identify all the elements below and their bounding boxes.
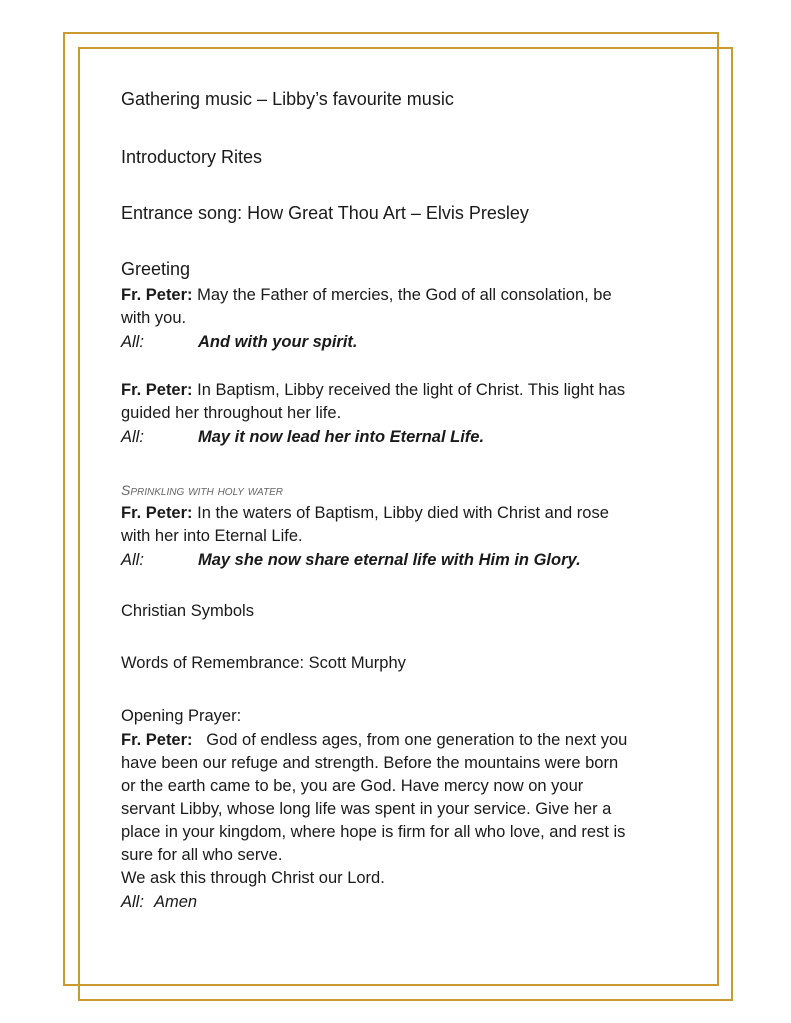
response-text: May she now share eternal life with Him in Glory. bbox=[198, 551, 581, 569]
sprinkling-text: In the waters of Baptism, Libby died with Christ and rose bbox=[192, 504, 609, 522]
speaker-label: Fr. Peter: bbox=[121, 731, 193, 749]
speaker-label: Fr. Peter: bbox=[121, 286, 193, 304]
greeting-line-1 bbox=[121, 284, 612, 308]
prayer-line-2: have been our refuge and strength. Before the mountains were born bbox=[121, 754, 619, 772]
prayer-line-4: servant Libby, whose long life was spent in your service. Give her a bbox=[121, 800, 612, 818]
greeting-line-2: with you. bbox=[121, 309, 187, 327]
baptism-line-1 bbox=[121, 379, 625, 403]
baptism-text: In Baptism, Libby received the light of Christ. This light has bbox=[192, 381, 626, 399]
prayer-response bbox=[121, 891, 197, 915]
opening-prayer-heading: Opening Prayer: bbox=[121, 707, 242, 725]
response-label: All: bbox=[121, 893, 144, 911]
baptism-response bbox=[121, 426, 484, 450]
christian-symbols: Christian Symbols bbox=[121, 602, 254, 620]
introductory-rites-heading: Introductory Rites bbox=[121, 147, 263, 167]
greeting-response bbox=[121, 331, 358, 355]
prayer-line-1 bbox=[121, 729, 627, 753]
speaker-label: Fr. Peter: bbox=[121, 504, 193, 522]
sprinkling-rubric: Sprinkling with holy water bbox=[121, 482, 283, 498]
prayer-line-5: place in your kingdom, where hope is firm for all who love, and rest is bbox=[121, 823, 626, 841]
response-label: All: bbox=[121, 551, 144, 569]
greeting-text: May the Father of mercies, the God of all consolation, be bbox=[192, 286, 612, 304]
sprinkling-line-2: with her into Eternal Life. bbox=[121, 527, 303, 545]
entrance-song: Entrance song: How Great Thou Art – Elvis Presley bbox=[121, 203, 529, 223]
greeting-heading: Greeting bbox=[121, 259, 191, 279]
words-of-remembrance: Words of Remembrance: Scott Murphy bbox=[121, 654, 406, 672]
sprinkling-response bbox=[121, 549, 581, 573]
prayer-text: God of endless ages, from one generation to the next you bbox=[192, 731, 628, 749]
sprinkling-line-1 bbox=[121, 502, 609, 526]
baptism-line-2: guided her throughout her life. bbox=[121, 404, 342, 422]
gathering-music: Gathering music – Libby’s favourite music bbox=[121, 89, 454, 109]
response-label: All: bbox=[121, 333, 144, 351]
response-text: Amen bbox=[154, 893, 198, 911]
response-label: All: bbox=[121, 428, 144, 446]
prayer-line-6: sure for all who serve. bbox=[121, 846, 283, 864]
prayer-line-7: We ask this through Christ our Lord. bbox=[121, 869, 385, 887]
speaker-label: Fr. Peter: bbox=[121, 381, 193, 399]
response-text: And with your spirit. bbox=[198, 333, 358, 351]
response-text: May it now lead her into Eternal Life. bbox=[198, 428, 485, 446]
prayer-line-3: or the earth came to be, you are God. Have mercy now on your bbox=[121, 777, 584, 795]
